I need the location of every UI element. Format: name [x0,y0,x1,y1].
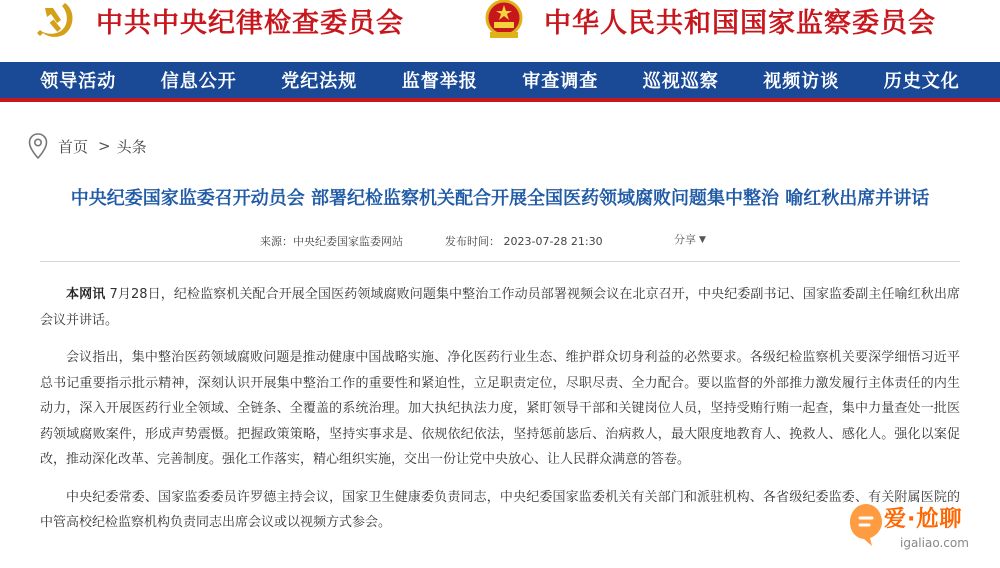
nav-item-inspection[interactable]: 巡视巡察 [642,71,719,92]
party-emblem-icon [30,0,82,40]
paragraph-1 [40,282,960,333]
watermark-text: 爱·尬聊 [884,507,963,532]
article-title: 中央纪委国家监委召开动员会 部署纪检监察机关配合开展全国医药领域腐败问题集中整治 喻红秋出席并讲话 [70,188,930,209]
nav-item-report[interactable]: 监督举报 [401,71,478,92]
nav-item-leadership[interactable]: 领导活动 [40,71,117,92]
nav-item-investigation[interactable]: 审查调查 [522,71,599,92]
breadcrumb [28,133,147,159]
paragraph-3: 中央纪委常委、国家监委委员许罗德主持会议，国家卫生健康委负责同志，中央纪委国家监委机关有关部门和派驻机构、各省级纪委监委、有关附属医院的中管高校纪检监察机构负责同志出席会议或以视频方式参会。 [40,489,960,530]
share-button[interactable] [674,231,706,247]
nav-item-history[interactable]: 历史文化 [883,71,960,92]
divider [40,261,960,262]
site-header [0,0,1000,62]
article-body [40,282,963,548]
cpc-ccdi-logo[interactable] [30,0,404,40]
nsc-logo[interactable] [478,0,936,40]
watermark-logo-icon [842,500,890,550]
watermark-url: igaliao.com [900,536,969,550]
paragraph-2: 会议指出，集中整治医药领域腐败问题是推动健康中国战略实施、净化医药行业生态、维护群众切身利益的必然要求。各级纪检监察机关要深学细悟习近平总书记重要指示批示精神，深刻认识开展集中整治工作的重要性和紧迫性，立足职责定位，尽职尽责、全力配合。要以监督的外部推力激发履行主体责任的内生动力，深入开展医药行业全领域、全链条、全覆盖的系统治理。加大执纪执法力度，紧盯领导干部和关键岗位人员，坚持受贿行贿一起查，集中力量查处一批医药领域腐败案件，形成声势震慑。把握政策策略，坚持实事求是、依规依纪依法，坚持惩前毖后、治病救人，最大限度地教育人、挽救人、感化人。强化以案促改，推动深化改革、完善制度。强化工作落实，精心组织实施，交出一份让党中央放心、让人民群众满意的答卷。 [40,350,960,467]
breadcrumb-current[interactable]: 头条 [116,137,147,156]
breadcrumb-separator: > [98,137,111,155]
lead-label: 本网讯 [66,287,106,302]
article-meta [0,233,1000,251]
main-nav [0,62,1000,102]
caret-down-icon: ▼ [699,235,706,245]
article-source: 来源：中央纪委国家监委网站 [260,235,403,248]
nsc-name: 中华人民共和国国家监察委员会 [544,7,936,39]
breadcrumb-home-link[interactable]: 首页 [58,137,89,156]
nav-item-info[interactable]: 信息公开 [160,71,237,92]
share-label: 分享 [674,233,696,246]
national-emblem-icon [478,0,530,40]
watermark [842,498,994,558]
location-pin-icon [28,133,48,159]
paragraph-1-text: 7月28日，纪检监察机关配合开展全国医药领域腐败问题集中整治工作动员部署视频会议在北京召开，中央纪委副书记、国家监委副主任喻红秋出席会议并讲话。 [40,287,960,328]
ccdi-name: 中共中央纪律检查委员会 [96,7,404,39]
nav-item-video[interactable]: 视频访谈 [763,71,840,92]
article-time: 发布时间： 2023-07-28 21:30 [445,235,603,248]
nav-item-regulations[interactable]: 党纪法规 [281,71,358,92]
